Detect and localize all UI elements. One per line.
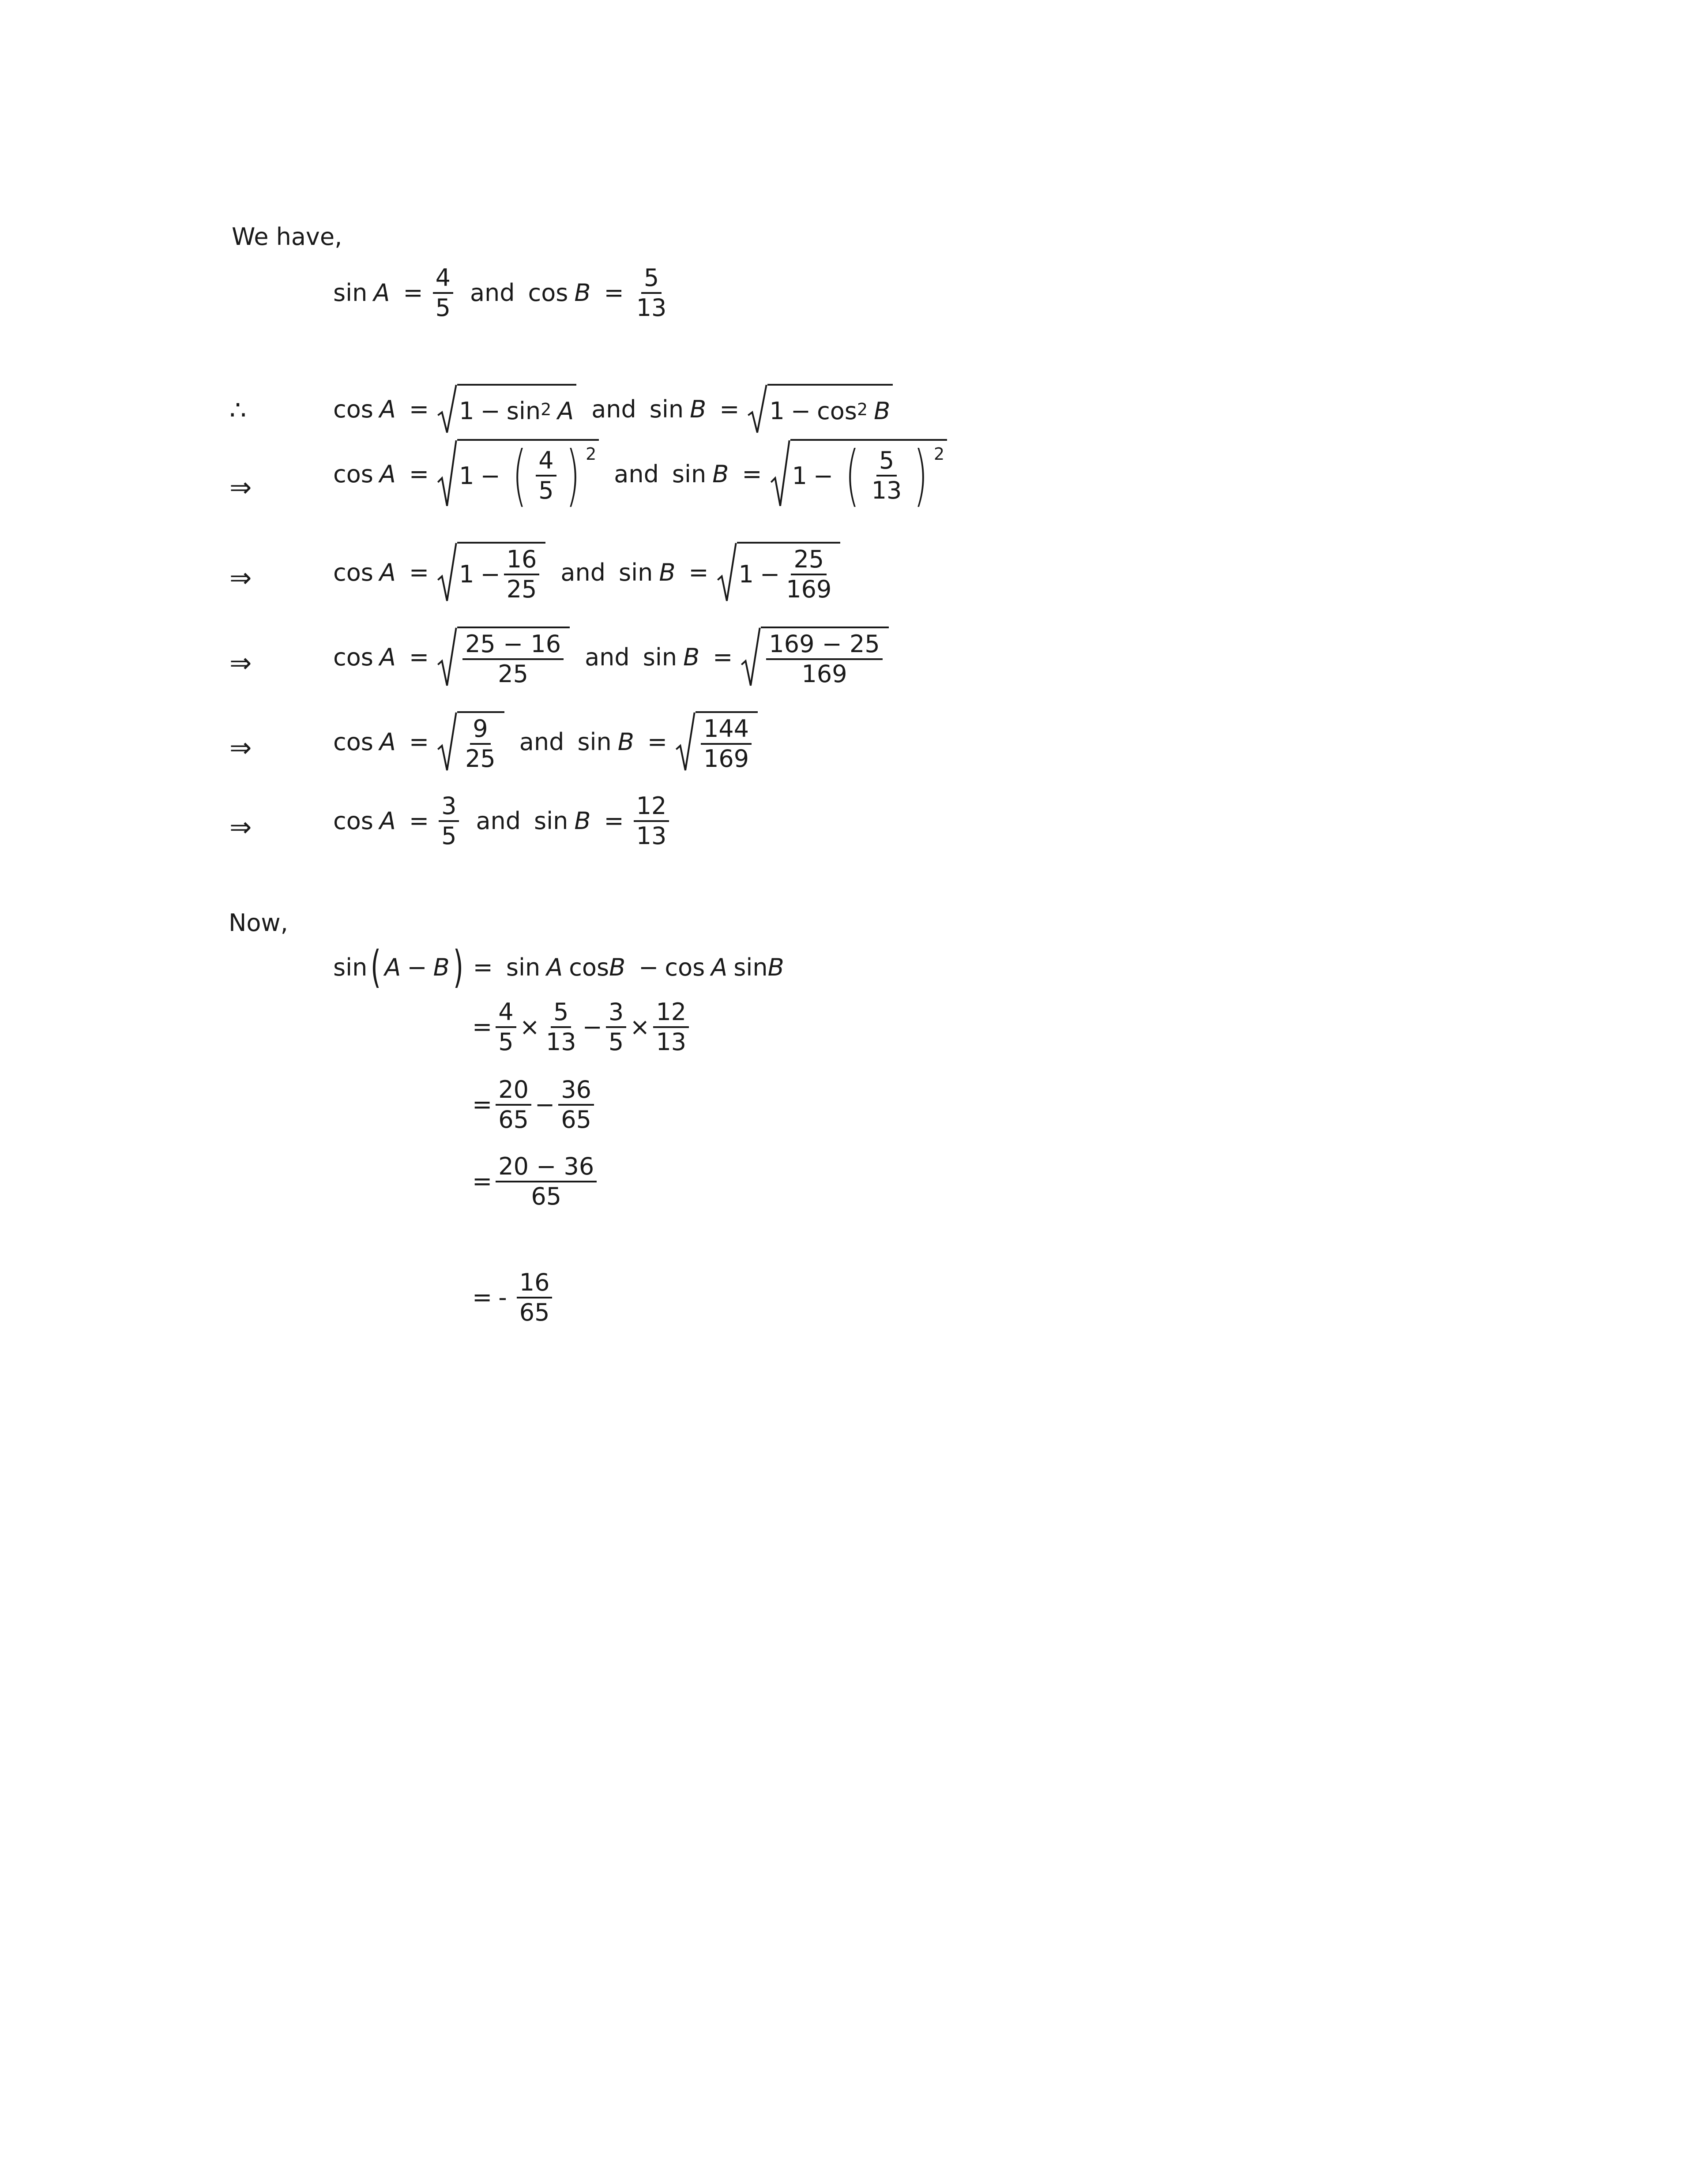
sqrt-sinB: 1 − cos $^2$ B [747, 384, 893, 435]
fraction-cosB: $\frac{5}{13}$ [636, 264, 667, 322]
step-5: cos A = $\frac{9}{25}$ and sin B = $\frac{144}{169}$ [333, 711, 759, 773]
implies-symbol: ⇒ [229, 732, 252, 763]
sqrt-step5-b: $\frac{144}{169}$ [675, 711, 758, 773]
therefore-symbol: ∴ [229, 395, 247, 426]
implies-symbol: ⇒ [229, 472, 252, 503]
fraction-sinA: $\frac{4}{5}$ [433, 264, 453, 322]
result-line-2: = $\frac{20}{65}$ − $\frac{36}{65}$ [472, 1076, 598, 1133]
result-final: = - $\frac{16}{65}$ [472, 1268, 556, 1326]
sqrt-step3-b: 1 − $\frac{25}{169}$ [717, 542, 841, 603]
sqrt-step4-b: $\frac{169 - 25}{169}$ [741, 627, 888, 688]
implies-symbol: ⇒ [229, 563, 252, 593]
now-text: Now, [229, 909, 288, 937]
sqrt-step4-a: $\frac{25 - 16}{25}$ [437, 627, 570, 688]
given-line: sin A = $\frac{4}{5}$ and cos B = $\frac{5}{13}$ [333, 264, 673, 322]
sqrt-step2-a: 1 − ( $\frac{4}{5}$ ) 2 [437, 439, 599, 509]
sin-difference-identity: sin ( A − B ) = sin A cos B − cos A sin B [333, 941, 784, 993]
step-4: cos A = $\frac{25 - 16}{25}$ and sin B = $\frac{169 - 25}{169}$ [333, 627, 891, 688]
sqrt-step2-b: 1 − ( $\frac{5}{13}$ ) 2 [770, 439, 947, 509]
sqrt-step3-a: 1 − $\frac{16}{25}$ [437, 542, 545, 603]
result-line-1: = $\frac{4}{5}$ × $\frac{5}{13}$ − $\frac{3}{5}$ × $\frac{12}{13}$ [472, 998, 692, 1056]
sqrt-cosA: 1 − sin $^2$ A [437, 384, 576, 435]
implies-symbol: ⇒ [229, 812, 252, 843]
sqrt-step5-a: $\frac{9}{25}$ [437, 711, 504, 773]
step-1: cos A = 1 − sin $^2$ A and sin B = 1 − cos $^2$ B [333, 384, 895, 435]
step-3: cos A = 1 − $\frac{16}{25}$ and sin B = 1 − $\frac{25}{169}$ [333, 542, 842, 603]
step-6: cos A = $\frac{3}{5}$ and sin B = $\frac{12}{13}$ [333, 792, 673, 850]
intro-text: We have, [232, 223, 342, 251]
result-line-3: = $\frac{20 - 36}{65}$ [472, 1152, 600, 1210]
implies-symbol: ⇒ [229, 648, 252, 679]
step-2: cos A = 1 − ( $\frac{4}{5}$ ) 2 and sin B = 1 − ( $\frac{5}{13}$ ) 2 [333, 439, 949, 509]
